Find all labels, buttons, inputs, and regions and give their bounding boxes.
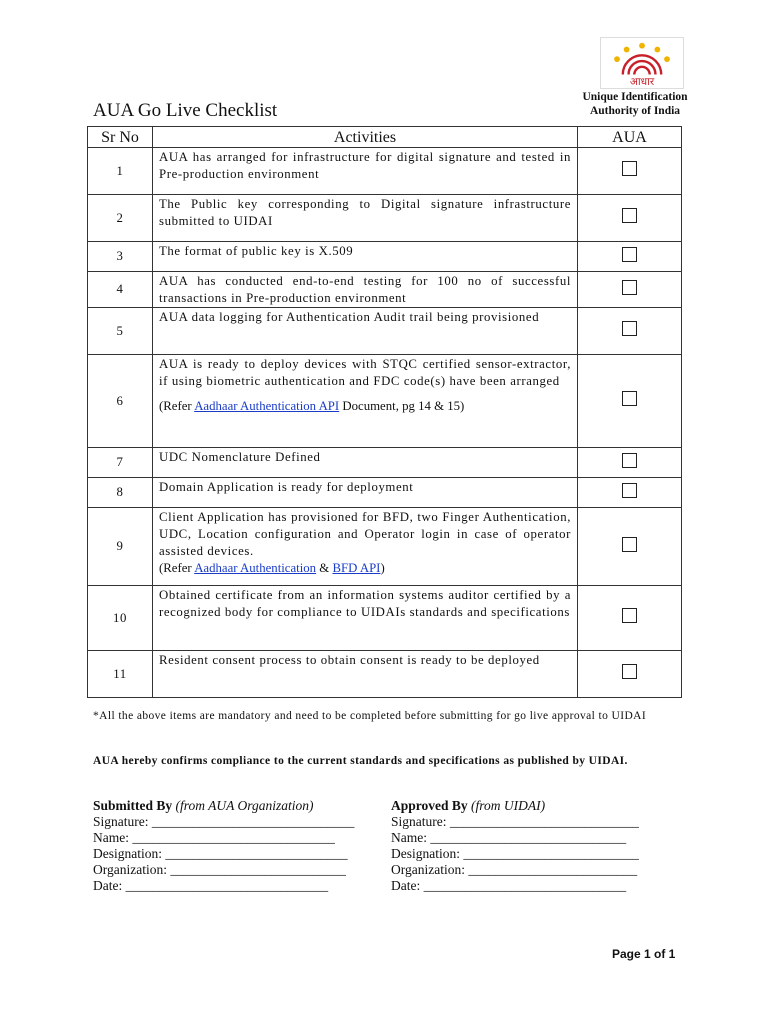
activity: UDC Nomenclature Defined [153, 448, 578, 478]
aua-checkbox[interactable] [622, 280, 637, 295]
table-row [88, 448, 682, 478]
aua-checkbox[interactable] [622, 391, 637, 406]
page-number: Page 1 of 1 [612, 947, 676, 961]
submitted-by-block: Submitted By (from AUA Organization) Signature: ______________________________ Name: ______________________________ Designation: ___________________________ Organization: __________________________ Date: ______________________________ [93, 798, 355, 893]
aua-checkbox[interactable] [622, 321, 637, 336]
table-row [88, 272, 682, 308]
sr-no: 1 [88, 148, 153, 195]
sr-no: 6 [88, 355, 153, 448]
activity: AUA data logging for Authentication Audit trail being provisioned [153, 308, 578, 355]
table-header: Sr No Activities AUA [88, 127, 682, 148]
organization-field[interactable]: Organization: __________________________ [93, 862, 346, 877]
api-doc-link[interactable]: Aadhaar Authentication API [194, 399, 340, 413]
aua-checkbox[interactable] [622, 247, 637, 262]
sr-no: 9 [88, 508, 153, 586]
reference-note: (Refer Aadhaar Authentication API Document, pg 14 & 15) [159, 399, 465, 413]
svg-text:आधार: आधार [629, 77, 655, 89]
table-row [88, 308, 682, 355]
sr-no: 8 [88, 478, 153, 508]
table-row [88, 651, 682, 698]
aua-checkbox[interactable] [622, 208, 637, 223]
table-row [88, 148, 682, 195]
table-row [88, 478, 682, 508]
aua-checkbox[interactable] [622, 608, 637, 623]
checklist-table [87, 126, 682, 698]
activity: Obtained certificate from an information systems auditor certified by a recognized body for compliance to UIDAIs standards and specifications [153, 586, 578, 651]
signature-field[interactable]: Signature: ____________________________ [391, 814, 639, 829]
activity: AUA is ready to deploy devices with STQC certified sensor-extractor, if using biometric authentication and FDC code(s) have been arranged (Refer Aadhaar Authentication API Document, pg 14 & 15) [153, 355, 578, 448]
table-row [88, 195, 682, 242]
table-row [88, 242, 682, 272]
page-title: AUA Go Live Checklist [93, 100, 278, 121]
designation-field[interactable]: Designation: __________________________ [391, 846, 639, 861]
date-field[interactable]: Date: ______________________________ [391, 878, 627, 893]
org-name: Unique Identification Authority of India [582, 91, 688, 117]
activity: Domain Application is ready for deployment [153, 478, 578, 508]
confirmation: AUA hereby confirms compliance to the current standards and specifications as published by UIDAI. [93, 755, 628, 767]
activity: AUA has arranged for infrastructure for digital signature and tested in Pre-production environment [153, 148, 578, 195]
name-field[interactable]: Name: ______________________________ [93, 830, 335, 845]
sr-no: 10 [88, 586, 153, 651]
sr-no: 2 [88, 195, 153, 242]
activity: Resident consent process to obtain consent is ready to be deployed [153, 651, 578, 698]
designation-field[interactable]: Designation: ___________________________ [93, 846, 348, 861]
aua-checkbox[interactable] [622, 537, 637, 552]
approved-by-block: Approved By (from UIDAI) Signature: ____________________________ Name: _____________________________ Designation: __________________________ Organization: _________________________ Date: ______________________________ [391, 798, 639, 893]
bfd-api-link[interactable]: BFD API [332, 561, 381, 575]
organization-field[interactable]: Organization: _________________________ [391, 862, 638, 877]
date-field[interactable]: Date: ______________________________ [93, 878, 329, 893]
aua-checkbox[interactable] [622, 453, 637, 468]
aua-checkbox[interactable] [622, 483, 637, 498]
aadhaar-logo [600, 37, 684, 89]
activity: The format of public key is X.509 [153, 242, 578, 272]
table-row [88, 508, 682, 586]
sr-no: 5 [88, 308, 153, 355]
aua-checkbox[interactable] [622, 664, 637, 679]
table-row [88, 355, 682, 448]
aua-checkbox[interactable] [622, 161, 637, 176]
api-doc-link[interactable]: Aadhaar Authentication [194, 561, 317, 575]
reference-note: (Refer Aadhaar Authentication & BFD API) [159, 561, 385, 575]
activity: Client Application has provisioned for BFD, two Finger Authentication, UDC, Location configuration and Operator login in case of operator assisted devices. (Refer Aadhaar Authentication & BFD API) [153, 508, 578, 586]
footnote: *All the above items are mandatory and need to be completed before submitting for go live approval to UIDAI [93, 710, 647, 722]
activity: The Public key corresponding to Digital signature infrastructure submitted to UIDAI [153, 195, 578, 242]
activity: AUA has conducted end-to-end testing for 100 no of successful transactions in Pre-production environment [153, 272, 578, 308]
name-field[interactable]: Name: _____________________________ [391, 830, 627, 845]
signature-field[interactable]: Signature: ______________________________ [93, 814, 355, 829]
sr-no: 3 [88, 242, 153, 272]
sr-no: 11 [88, 651, 153, 698]
sr-no: 7 [88, 448, 153, 478]
table-row [88, 586, 682, 651]
sr-no: 4 [88, 272, 153, 308]
